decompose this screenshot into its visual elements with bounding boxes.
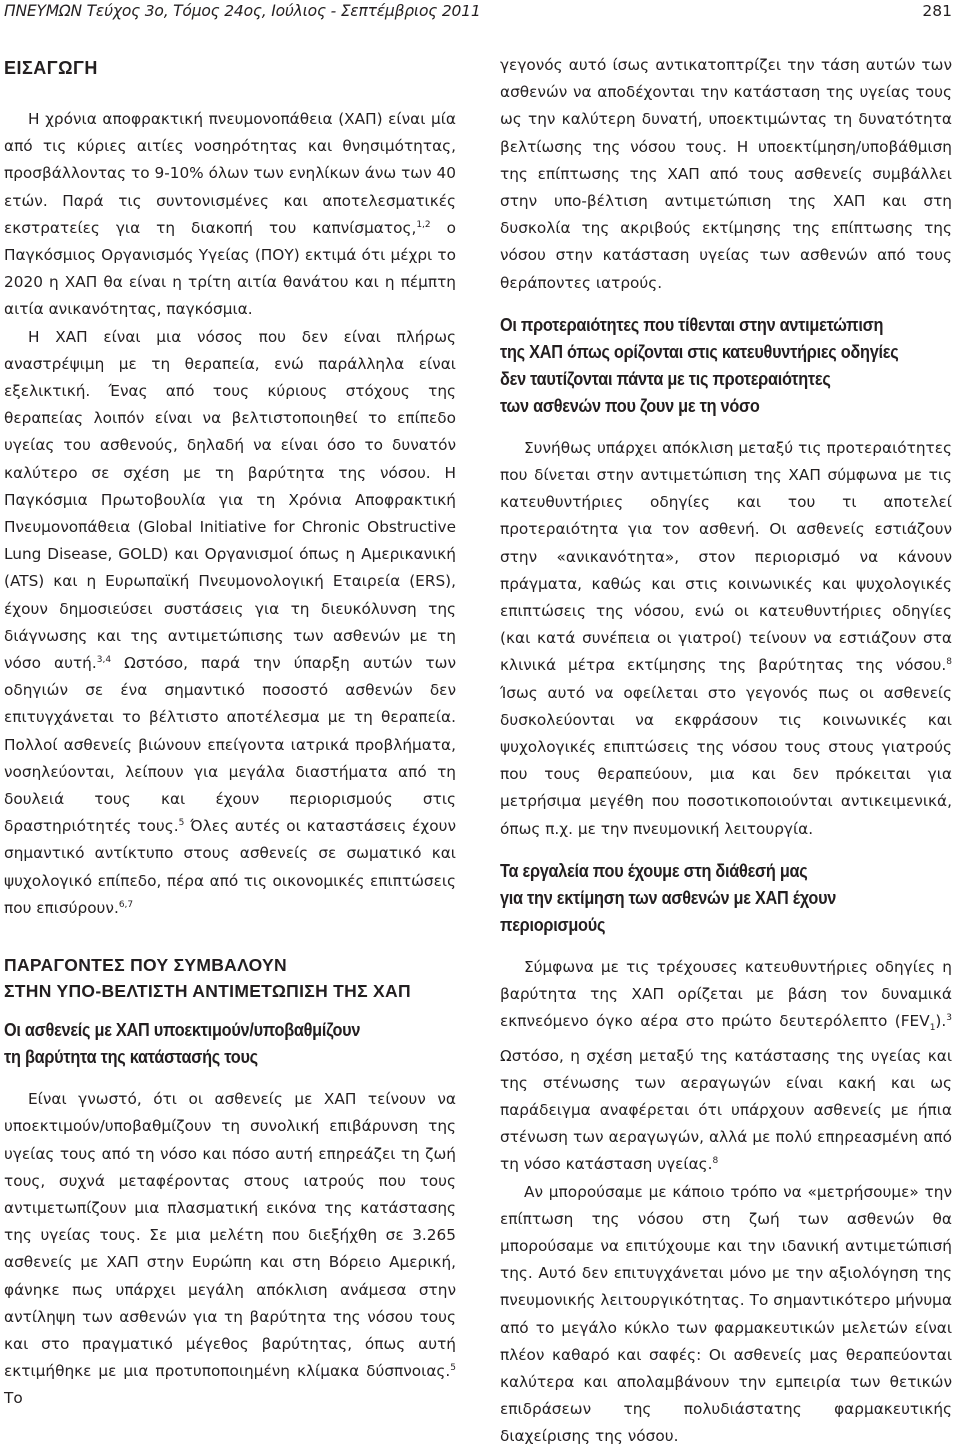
text-run: Η ΧΑΠ είναι μια νόσος που δεν είναι πλήρως αναστρέψιμη με τη θεραπεία, ενώ παράλληλα είναι εξελικτική. Ένας από τους κύριους στόχους της θεραπείας λοιπόν είναι να βελτιστοποιηθεί το επίπεδο υγείας του ασθενούς, δηλαδή να είναι όσο το δυνατόν καλύτερο σε σχέση με τη βαρύτητα της νόσου. Η Παγκόσμια Πρωτοβουλία για τη Χρόνια Αποφρακτική Πνευμονοπάθεια (Global Initiative for Chronic Obstructive Lung Disease, GOLD) και Οργανισμοί όπως η Αμερικανική (ATS) και η Ευρωπαϊκή Πνευμονολογική Εταιρεία (ERS), έχουν δημοσιεύσει συστάσεις για τη διευκόλυνση της διάγνωσης και της αντιμετώπισης των ασθενών με τη νόσο αυτή. <box>4 327 456 673</box>
section-title-introduction: ΕΙΣΑΓΩΓΗ <box>4 58 98 78</box>
citation-ref: 5 <box>178 818 185 829</box>
text-run: Συνήθως υπάρχει απόκλιση μεταξύ τις προτεραιότητες που δίνεται στην αντιμετώπιση της ΧΑΠ σύμφωνα με τις κατευθυντήριες οδηγίες και του τι αποτελεί προτεραιότητα για τον ασθενή. Οι ασθενείς εστιάζουν στην «ανικανότητα», στον περιορισμό να κάνουν πράγματα, καθώς και στις κοινωνικές και ψυχολογικές επιπτώσεις της νόσου, ενώ οι κατευθυντήριες οδηγίες (και κατά συνέπεια οι γιατροί) τείνουν να εστιάζουν στα κλινικά μέτρα εκτίμησης της βαρύτητας της νόσου. <box>500 438 952 675</box>
text-run: Είναι γνωστό, ότι οι ασθενείς με ΧΑΠ τείνουν να υποεκτιμούν/υποβαθμίζουν τη συνολική επιβάρυνση της υγείας τους από τη νόσο και πόσο αυτή επηρεάζει τη ζωή τους, συχνά μεταφέροντας στους ιατρούς που τους αντιμετωπίζουν μια πλασματική εικόνα της κατάστασης της υγείας τους. Σε μια μελέτη που διεξήχθη σε 3.265 ασθενείς με ΧΑΠ στην Ευρώπη και στη Βόρειο Αμερική, φάνηκε πως υπάρχει μεγάλη απόκλιση ανάμεσα στην αντίληψη των ασθενών για τη βαρύτητα της νόσου τους και στο πραγματικό μέγεθος βαρύτητας, όπως αυτή εκτιμήθηκε με μια προτυποποιημένη κλίμακα δύσπνοιας. <box>4 1090 456 1381</box>
section-title-factors <box>4 952 456 1004</box>
subheading-line: περιορισμούς <box>500 913 606 935</box>
text-run: ). <box>935 1012 947 1031</box>
subheading-line: για την εκτίμηση των ασθενών με ΧΑΠ έχουν <box>500 886 837 908</box>
paragraph-underestimation <box>4 1086 456 1412</box>
citation-ref: 8 <box>946 657 952 668</box>
text-run: Η χρόνια αποφρακτική πνευμονοπάθεια (ΧΑΠ) είναι μία από τις κύριες αιτίες νοσηρότητας και θνησιμότητας, προσβάλλοντας το 9-10% όλων των ενηλίκων άνω των 40 ετών. Παρά τις συντονισμένες και αποτελεσματικές εκστρατείες για τη διακοπή του καπνίσματος, <box>4 110 456 237</box>
text-run: Σύμφωνα με τις τρέχουσες κατευθυντήριες οδηγίες η βαρύτητα της ΧΑΠ ορίζεται με βάση τον δυναμικά εκπνεόμενο όγκο αέρα στο πρώτο δευτερόλεπτο (FEV <box>500 957 952 1031</box>
subheading-line: τη βαρύτητα της κατάστασής τους <box>4 1046 258 1068</box>
subheading-line: δεν ταυτίζονται πάντα με τις προτεραιότητες <box>500 367 831 389</box>
paragraph-priorities <box>500 435 952 843</box>
text-run: Ωστόσο, παρά την ύπαρξη αυτών των οδηγιών σε ένα σημαντικό ποσοστό ασθενών δεν επιτυγχάνεται το βέλτιστο αποτέλεσμα με τη θεραπεία. Πολλοί ασθενείς βιώνουν επείγοντα ιατρικά προβλήματα, νοσηλεύονται, λείπουν για μεγάλα διαστήματα από τη δουλειά τους και έχουν περιορισμούς στις δραστηριότητές τους. <box>4 654 456 836</box>
citation-ref: 3 <box>946 1013 952 1024</box>
text-run: Ωστόσο, η σχέση μεταξύ της κατάστασης της υγείας και της στένωσης των αεραγωγών είναι κακή και ως παράδειγμα αναφέρεται ότι υπάρχουν ασθενείς με ήπια στένωση των αεραγωγών, αλλά με πολύ επηρεασμένη από τη νόσο κατάσταση υγείας. <box>500 1046 952 1174</box>
paragraph-tools-1 <box>500 954 952 1179</box>
text-run: ο Παγκόσμιος Οργανισμός Υγείας (ΠΟΥ) εκτιμά ότι μέχρι το 2020 η ΧΑΠ θα είναι η τρίτη αιτία θανάτου και η πέμπτη αιτία ανικανότητας, παγκόσμια. <box>4 218 456 319</box>
citation-ref: 6,7 <box>118 899 134 910</box>
citation-ref: 8 <box>712 1156 719 1167</box>
subheading-line: Τα εργαλεία που έχουμε στη διάθεσή μας <box>500 859 808 881</box>
journal-citation: ΠΝΕΥΜΩΝ Τεύχος 3ο, Τόμος 24ος, Ιούλιος - Σεπτέμβριος 2011 <box>4 2 481 20</box>
page-number: 281 <box>922 2 952 20</box>
subheading-line: Οι προτεραιότητες που τίθενται στην αντιμετώπιση <box>500 313 884 335</box>
paragraph-tools-2: Αν μπορούσαμε με κάποιο τρόπο να «μετρήσουμε» την επίπτωση της νόσου στη ζωή των ασθενών θα μπορούσαμε να επιτύχουμε και την ιδανική αντιμετώπισή της. Αυτό δεν επιτυγχάνεται μόνο με την αξιολόγηση της πνευμονικής λειτουργικότητας. Το σημαντικότερο μήνυμα από το μεγάλο κύκλο των φαρμακευτικών μελετών είναι πλέον καθαρό και σαφές: Οι ασθενείς μας θεραπεύονται καλύτερα και απολαμβάνουν την εμπειρία των θετικών επιδράσεων της πολυδιάστατης φαρμακευτικής διαχείρισης της νόσου. <box>500 1182 952 1446</box>
subheading-tools <box>500 857 952 938</box>
text-run: Όλες αυτές οι καταστάσεις έχουν σημαντικό αντίκτυπο στους ασθενείς σε σωματικό και ψυχολογικό επίπεδο, πέρα από τις οικονομικές επιπτώσεις που επισύρουν. <box>4 817 456 917</box>
paragraph-intro-1 <box>4 106 456 324</box>
subheading-underestimation <box>4 1016 456 1070</box>
citation-ref: 3,4 <box>96 655 112 666</box>
subscript: 1 <box>929 1023 936 1034</box>
paragraph-intro-2 <box>4 324 456 922</box>
paragraph-continuation: γεγονός αυτό ίσως αντικατοπτρίζει την τάση αυτών των ασθενών να αποδέχονται την κατάσταση της υγείας τους ως την καλύτερη δυνατή, υποεκτιμώντας τη δυνατότητα βελτίωσης της νόσου τους. Η υποεκτίμηση/υποβάθμιση της επίπτωσης της ΧΑΠ από τους ασθενείς συμβάλλει στην υπο-βέλτιση αντιμετώπιση της ΧΑΠ και στη δυσκολία της ακριβούς εκτίμησης της επίπτωσης της νόσου στην κατάσταση υγείας των ασθενών από τους θεράποντες ιατρούς. <box>500 56 952 292</box>
text-run: Ίσως αυτό να οφείλεται στο γεγονός πως οι ασθενείς δυσκολεύονται να εκφράσουν τις κοινωνικές και ψυχολογικές επιπτώσεις της νόσου τους στους γιατρούς που τους θεραπεύουν, μια και δεν πρόκειται για μετρήσιμα μεγέθη που ποσοτικοποιούνται αντικειμενικά, όπως π.χ. με την πνευμονική λειτουργία. <box>500 683 952 838</box>
subheading-line: της ΧΑΠ όπως ορίζονται στις κατευθυντήριες οδηγίες <box>500 340 899 362</box>
subheading-line: Οι ασθενείς με ΧΑΠ υποεκτιμούν/υποβαθμίζουν <box>4 1019 361 1041</box>
citation-ref: 1,2 <box>416 219 431 230</box>
section-title-line: ΠΑΡΑΓΟΝΤΕΣ ΠΟΥ ΣΥΜΒΑΛΟΥΝ <box>4 955 287 976</box>
subheading-line: των ασθενών που ζουν με τη νόσο <box>500 394 760 416</box>
right-column <box>500 52 952 1451</box>
left-column <box>4 56 456 1413</box>
running-head <box>0 0 960 26</box>
section-title-line: ΣΤΗΝ ΥΠΟ-ΒΕΛΤΙΣΤΗ ΑΝΤΙΜΕΤΩΠΙΣΗ ΤΗΣ ΧΑΠ <box>4 981 411 1002</box>
subheading-priorities <box>500 311 952 419</box>
citation-ref: 5 <box>450 1363 456 1374</box>
text-run: Το <box>4 1389 23 1408</box>
